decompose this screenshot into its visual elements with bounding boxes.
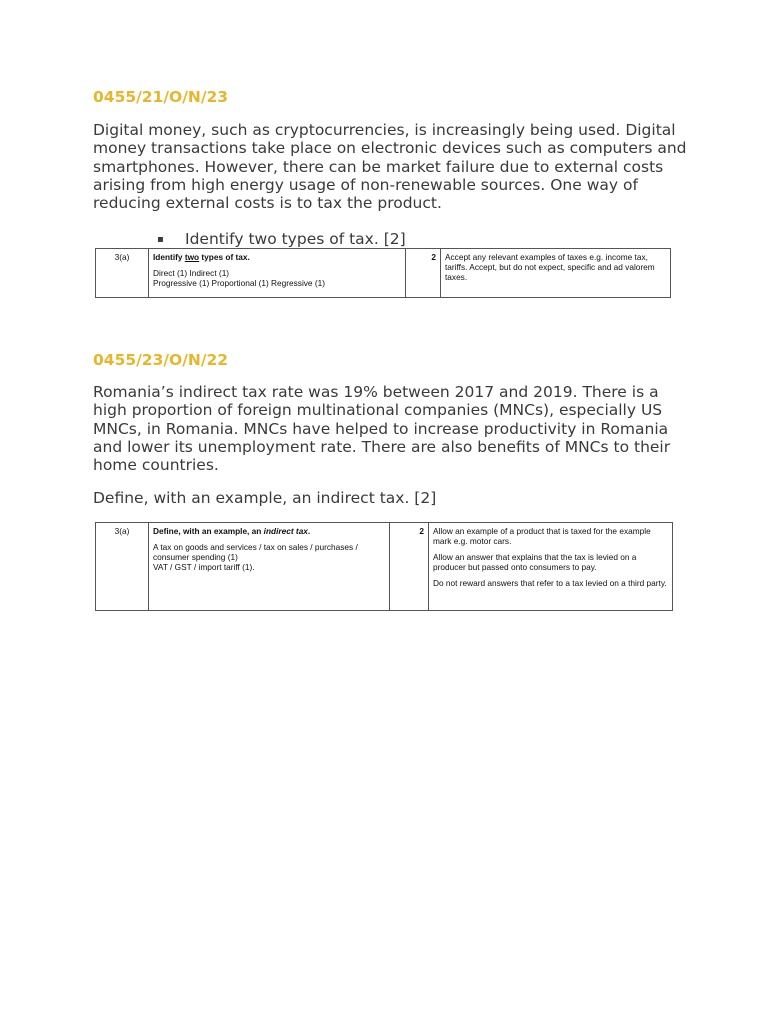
marks-cell: 2 [406,249,441,298]
answer-cell [149,249,406,298]
guidance-cell [429,523,673,611]
context-text-1: Digital money, such as cryptocurrencies, is increasingly being used. Digital money transactions take place on electronic devices such as computers and smartphones. However, there can be market failure due to external costs arising from high energy usage of non-renewable sources. One way of reducing external costs is to tax the product. [93,121,687,213]
table-row [96,523,673,611]
answer-line: A tax on goods and services / tax on sales / purchases / consumer spending (1) [153,542,358,562]
question-code-2: 0455/23/O/N/22 [93,351,229,369]
bullet-icon: ▪ [157,234,164,245]
question-text-2: Define, with an example, an indirect tax. [2] [93,489,437,507]
answer-line: Direct (1) Indirect (1) [153,268,230,278]
context-paragraph-1 [93,121,693,212]
question-bullet-1 [157,230,406,248]
table-row [96,249,671,298]
scheme-question: Identify two types of tax. [153,252,250,262]
answer-line: VAT / GST / import tariff (1). [153,562,255,572]
guidance-cell: Accept any relevant examples of taxes e.g. income tax, tariffs. Accept, but do not expect, specific and ad valorem taxes. [441,249,671,298]
question-number-cell: 3(a) [96,249,149,298]
question-text-1: Identify two types of tax. [2] [185,230,406,248]
answer-line: Progressive (1) Proportional (1) Regressive (1) [153,278,325,288]
guidance-line: Allow an example of a product that is taxed for the example mark e.g. motor cars. [433,526,651,546]
guidance-line: Allow an answer that explains that the tax is levied on a producer but passed onto consumers to pay. [433,552,637,572]
mark-scheme-table-1 [95,248,671,298]
context-text-2: Romania’s indirect tax rate was 19% between 2017 and 2019. There is a high proportion of foreign multinational companies (MNCs), especially US MNCs, in Romania. MNCs have helped to increase productivity in Romania and lower its unemployment rate. There are also benefits of MNCs to their home countries. [93,383,671,475]
context-paragraph-2 [93,383,693,474]
question-code-1: 0455/21/O/N/23 [93,88,229,106]
question-line-2 [93,489,693,507]
scheme-question: Define, with an example, an indirect tax. [153,526,311,536]
answer-cell [149,523,390,611]
guidance-line: Do not reward answers that refer to a tax levied on a third party. [433,578,667,588]
question-number-cell: 3(a) [96,523,149,611]
marks-cell: 2 [390,523,429,611]
mark-scheme-table-2 [95,522,673,611]
